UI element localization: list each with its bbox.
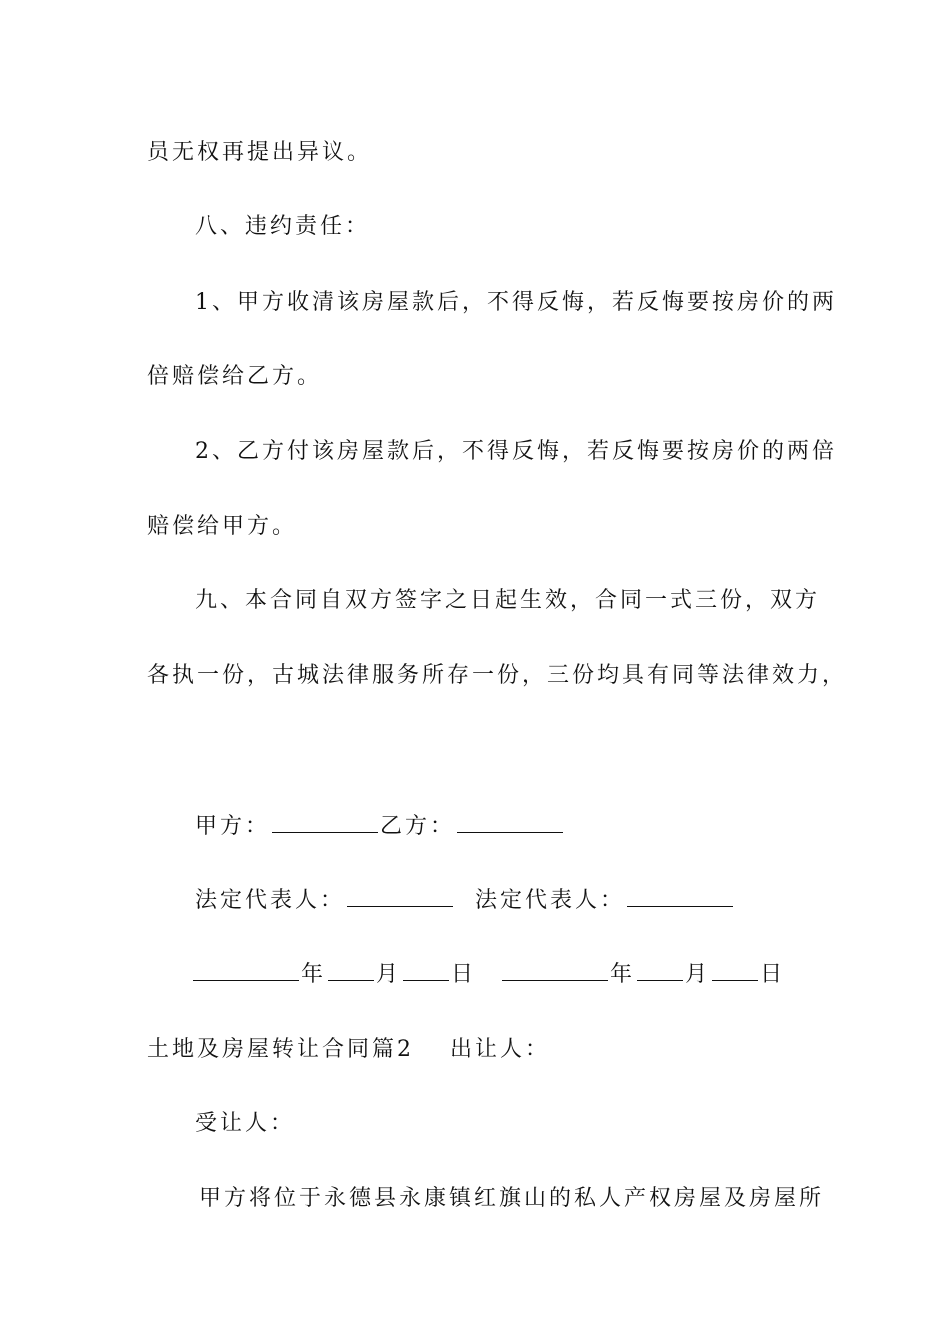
transferee-label: 受让人： [195, 1111, 296, 1136]
year-a-blank [193, 960, 299, 981]
signature-row-dates [191, 960, 785, 990]
signature-row-legal-reps [195, 886, 735, 916]
paragraph-line: 2、乙方付该房屋款后，不得反悔，若反悔要按房价的两倍 [195, 439, 837, 464]
party-a-label: 甲方： [195, 814, 271, 839]
paragraph-line: 员无权再提出异议。 [147, 140, 373, 165]
day-a-blank [403, 960, 449, 981]
transferor-label: 出让人： [450, 1037, 551, 1062]
legal-rep-b-blank [627, 886, 733, 907]
legal-rep-a-label: 法定代表人： [195, 888, 346, 913]
month-b-label: 月 [685, 962, 711, 987]
section2-title: 土地及房屋转让合同篇2 [147, 1037, 414, 1062]
day-b-blank [712, 960, 758, 981]
paragraph-line: 甲方将位于永德县永康镇红旗山的私人产权房屋及房屋所 [199, 1186, 825, 1211]
month-a-label: 月 [376, 962, 402, 987]
paragraph-line: 赔偿给甲方。 [147, 514, 298, 539]
legal-rep-a-blank [347, 886, 453, 907]
section-heading-breach: 八、违约责任： [195, 214, 371, 239]
legal-rep-b-label: 法定代表人： [475, 888, 626, 913]
month-a-blank [328, 960, 374, 981]
paragraph-line: 各执一份，古城法律服务所存一份，三份均具有同等法律效力， [147, 663, 848, 688]
day-a-label: 日 [451, 962, 477, 987]
paragraph-line: 1、甲方收清该房屋款后，不得反悔，若反悔要按房价的两 [195, 290, 837, 315]
year-b-label: 年 [610, 962, 636, 987]
year-a-label: 年 [301, 962, 327, 987]
party-a-blank [272, 812, 378, 833]
party-b-label: 乙方： [380, 814, 456, 839]
day-b-label: 日 [760, 962, 786, 987]
paragraph-line: 九、本合同自双方签字之日起生效，合同一式三份，双方 [195, 588, 821, 613]
party-b-blank [457, 812, 563, 833]
year-b-blank [502, 960, 608, 981]
month-b-blank [637, 960, 683, 981]
signature-row-parties [195, 812, 565, 842]
paragraph-line: 倍赔偿给乙方。 [147, 364, 323, 389]
